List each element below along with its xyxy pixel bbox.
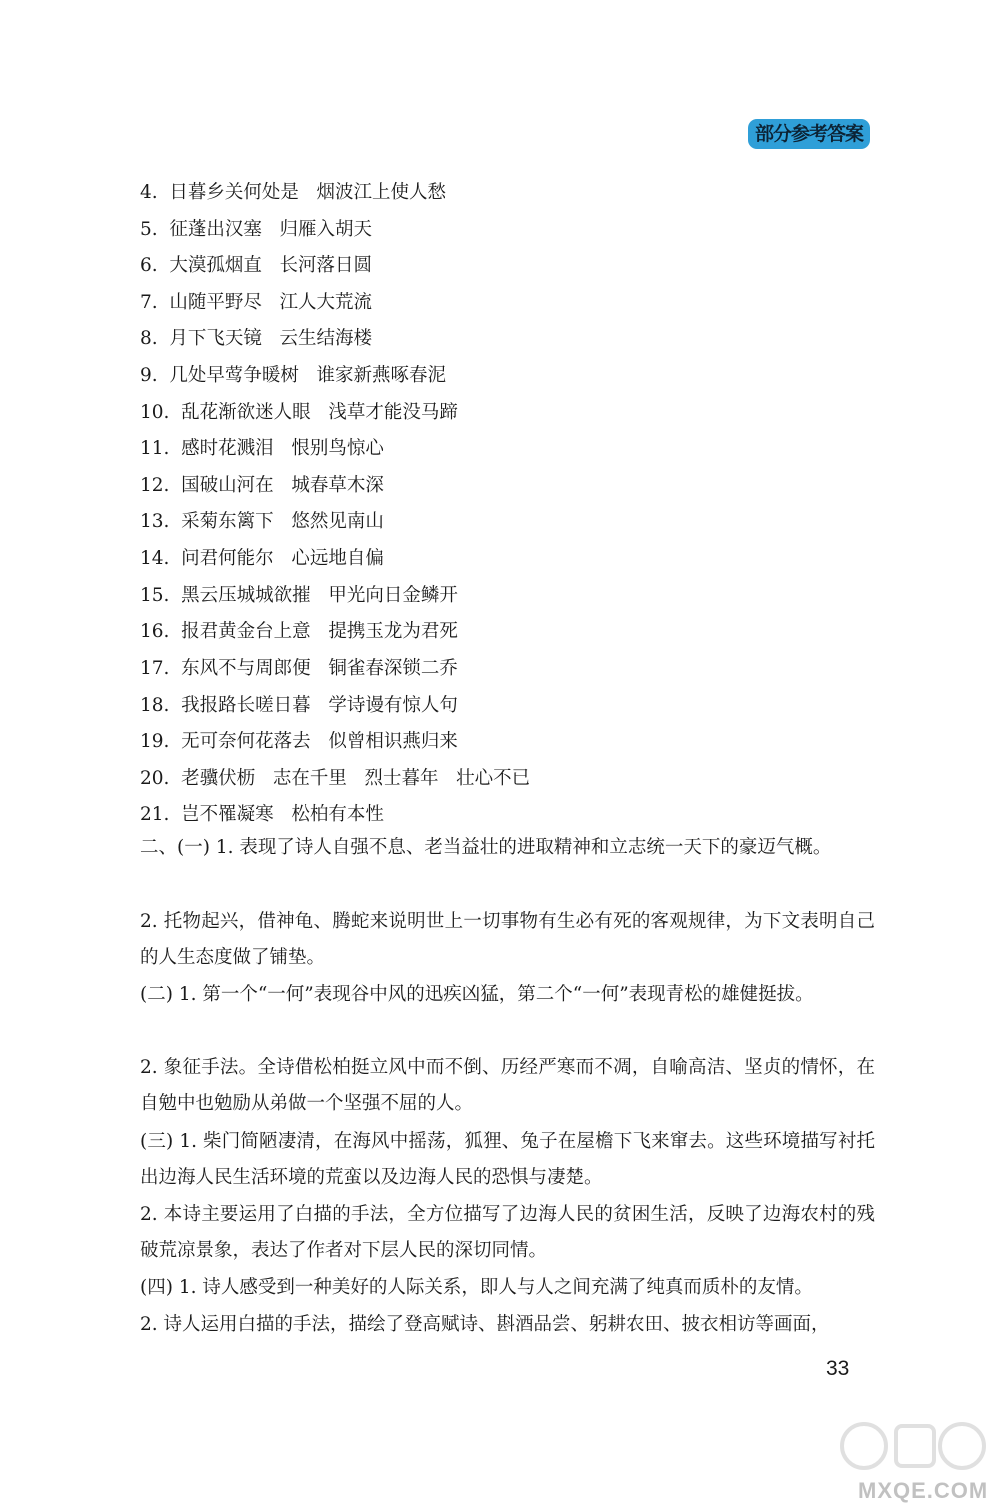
answer-line: 7. 山随平野尽 江人大荒流 (140, 292, 373, 313)
answer-line: 8. 月下飞天镜 云生结海楼 (140, 328, 373, 349)
answer-line: 17. 东风不与周郎便 铜雀春深锁二乔 (140, 658, 458, 679)
answer-line: 19. 无可奈何花落去 似曾相识燕归来 (140, 731, 458, 752)
answer-line: 14. 问君何能尔 心远地自偏 (140, 548, 384, 569)
answer-line: 12. 国破山河在 城春草木深 (140, 475, 384, 496)
paragraph: (三) 1. 柴门简陋凄清，在海风中摇荡，狐狸、兔子在屋檐下飞来窜去。这些环境描写衬托出边海人民生活环境的荒蛮以及边海人民的恐惧与凄楚。 (140, 1131, 875, 1188)
paragraph: (二) 1. 第一个“一何”表现谷中风的迅疾凶猛，第二个“一何”表现青松的雄健挺拔。 (140, 984, 814, 1005)
answer-line: 4. 日暮乡关何处是 烟波江上使人愁 (140, 182, 447, 203)
watermark-text: MXQE.COM (858, 1478, 989, 1503)
answer-line: 10. 乱花渐欲迷人眼 浅草才能没马蹄 (140, 402, 458, 423)
answer-line: 16. 报君黄金台上意 提携玉龙为君死 (140, 621, 458, 642)
answer-line: 20. 老骥伏枥 志在千里 烈士暮年 壮心不已 (140, 768, 531, 789)
answer-line: 5. 征蓬出汉塞 归雁入胡天 (140, 219, 373, 240)
paragraph: 2. 本诗主要运用了白描的手法，全方位描写了边海人民的贫困生活，反映了边海农村的残破荒凉景象，表达了作者对下层人民的深切同情。 (140, 1204, 875, 1261)
page-number: 33 (826, 1357, 850, 1380)
answer-line: 13. 采菊东篱下 悠然见南山 (140, 511, 384, 532)
answer-line: 15. 黑云压城城欲摧 甲光向日金鳞开 (140, 585, 458, 606)
paragraph: 2. 象征手法。全诗借松柏挺立风中而不倒、历经严寒而不凋，自喻高洁、坚贞的情怀，在自勉中也勉励从弟做一个坚强不屈的人。 (140, 1057, 875, 1114)
answer-line: 11. 感时花溅泪 恨别鸟惊心 (140, 438, 384, 459)
paragraph: (四) 1. 诗人感受到一种美好的人际关系，即人与人之间充满了纯真而质朴的友情。 (140, 1277, 813, 1298)
paragraph: 2. 诗人运用白描的手法，描绘了登高赋诗、斟酒品尝、躬耕农田、披衣相访等画面， (140, 1314, 830, 1335)
answer-line: 9. 几处早莺争暖树 谁家新燕啄春泥 (140, 365, 447, 386)
paragraph: 2. 托物起兴，借神龟、腾蛇来说明世上一切事物有生必有死的客观规律，为下文表明自己的人生态度做了铺垫。 (140, 911, 875, 968)
answer-line: 21. 岂不罹凝寒 松柏有本性 (140, 804, 384, 825)
watermark-logo (838, 1420, 990, 1472)
answer-line: 18. 我报路长嗟日暮 学诗谩有惊人句 (140, 695, 458, 716)
section-badge: 部分参考答案 (748, 119, 870, 149)
paragraph: 二、(一) 1. 表现了诗人自强不息、老当益壮的进取精神和立志统一天下的豪迈气概。 (140, 837, 832, 858)
answer-line: 6. 大漠孤烟直 长河落日圆 (140, 255, 373, 276)
